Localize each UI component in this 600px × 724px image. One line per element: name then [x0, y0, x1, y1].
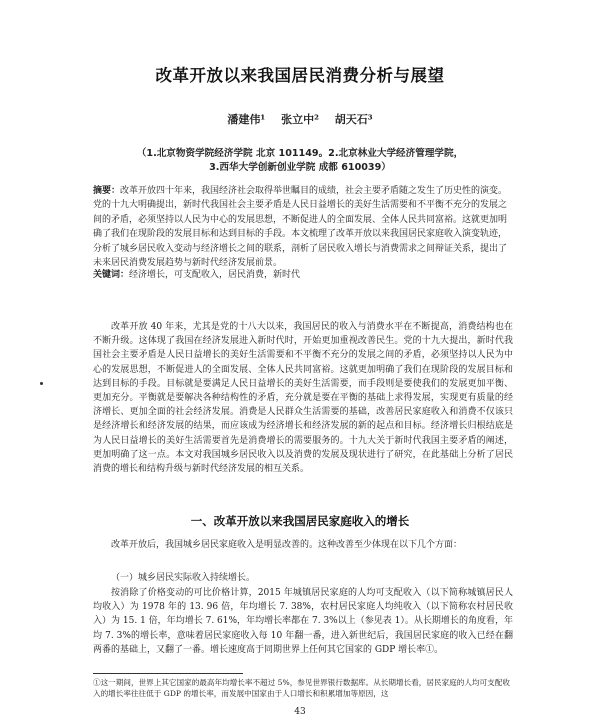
keywords-text: 经济增长，可支配收入，居民消费，新时代	[129, 270, 301, 280]
author-name: 胡天石³	[334, 113, 373, 126]
affiliation-line: 3.西华大学创新创业学院 成都 610039）	[209, 162, 391, 173]
author-list	[0, 111, 600, 127]
abstract-label: 摘要：	[93, 186, 121, 196]
body-paragraph: 按消除了价格变动的可比价格计算，2015 年城镇居民家庭的人均可支配收入（以下简称城镇居民人均收入）为 1978 年的 13. 96 倍，年均增长 7. 38%，农村居民家庭人均纯收入（以下简称农村居民收入）为 15. 1 倍，年均增长 7. 61%，年均增长率都在 7. 3%以上（参见表 1）。从长期增长的角度看，年均 7. 3%的增长率，意味着居民家庭收入每 10 年翻一番，进入新世纪后，我国居民家庭的收入已经在翻两番的基础上，又翻了一番。增长速度高于同期世界上任何其它国家的 GDP 增长率①。	[93, 588, 513, 655]
abstract	[93, 184, 513, 270]
keywords-label: 关键词：	[93, 270, 130, 280]
footnote-divider	[93, 673, 243, 674]
body-paragraph: 改革开放 40 年来，尤其是党的十八大以来，我国居民的收入与消费水平在不断提高，消费结构也在不断升级。这体现了我国在经济发展进入新时代时，开始更加重视改善民生。党的十九大提出，新时代我国社会主要矛盾是人民日益增长的美好生活需要和不平衡不充分的发展之间的矛盾，必须坚持以人民为中心的发展思想，不断促进人的全面发展、全体人民共同富裕。这就更加明确了我们在现阶段的发展目标和达到目标的手段。目标就是要满足人民日益增长的美好生活需要，而手段则是要使我们的发展更加平衡、更加充分。平衡就是要解决各种结构性的矛盾，充分就是要在平衡的基础上求得发展，实现更有质量的经济增长、更加全面的社会经济发展。消费是人民群众生活需要的基础，改善居民家庭收入和消费不仅该只是经济增长和经济发展的结果，而应该成为经济增长和经济发展的新的起点和目标。经济增长归根结底是为人民日益增长的美好生活需要首先是消费增长的需要服务的。十九大关于新时代我国主要矛盾的阐述，更加明确了这一点。本文对我国城乡居民收入以及消费的发展及现状进行了研究，在此基础上分析了居民消费的增长和结构升级与新时代经济发展的相互关系。	[93, 322, 513, 475]
paper-title: 改革开放以来我国居民消费分析与展望	[155, 66, 445, 85]
page-number: 43	[294, 707, 306, 717]
subsection-heading: （一）城乡居民实际收入持续增长。	[111, 573, 256, 583]
section-heading: 一、改革开放以来我国居民家庭收入的增长	[190, 514, 410, 528]
affiliations	[60, 147, 540, 175]
margin-dot	[40, 382, 43, 385]
footnote-marker: ①	[93, 678, 101, 687]
author-name: 张立中²	[281, 113, 319, 126]
body-paragraph: 改革开放后，我国城乡居民家庭收入是明显改善的。这种改善至少体现在以下几个方面：	[111, 540, 463, 550]
author-name: 潘建伟¹	[227, 113, 266, 126]
keywords	[93, 268, 513, 282]
footnote	[93, 677, 513, 699]
footnote-text: 这一期间，世界上其它国家的最高年均增长率不超过 5%，参见世界银行数据库。从长期增长看，居民家庭的人均可支配收入的增长率往往低于 GDP 的增长率，而发展中国家由于人口增长和积累增加等原因，这	[93, 678, 510, 698]
affiliation-line: （1.北京物资学院经济学院 北京 101149。2.北京林业大学经济管理学院，	[136, 148, 464, 159]
abstract-text: 改革开放四十年来，我国经济社会取得举世瞩目的成绩，社会主要矛盾随之发生了历史性的演变。党的十九大明确提出，新时代我国社会主要矛盾是人民日益增长的美好生活需要和不平衡不充分的发展之间的矛盾，必须坚持以人民为中心的发展思想，不断促进人的全面发展、全体人民共同富裕。这就更加明确了我们在现阶段的发展目标和达到目标的手段。本文梳理了改革开放以来我国居民家庭收入演变轨迹，分析了城乡居民收入变动与经济增长之间的联系，剖析了居民收入增长与消费需求之间辩证关系，提出了未来居民消费发展趋势与新时代经济发展前景。	[93, 186, 508, 269]
